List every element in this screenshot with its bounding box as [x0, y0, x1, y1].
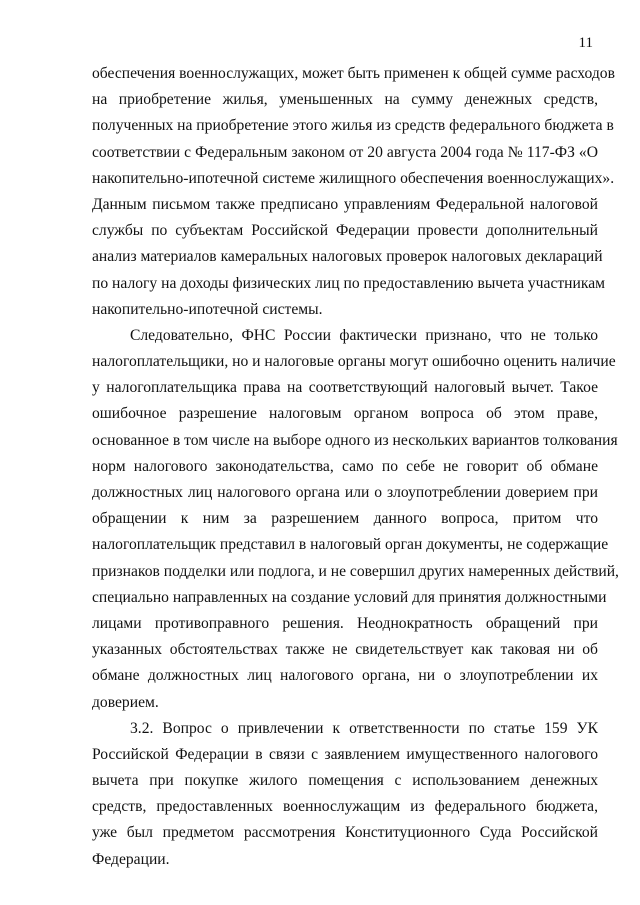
- text-line: 3.2. Вопрос о привлечении к ответственности по статье 159 УК: [130, 719, 598, 737]
- paragraph: [92, 716, 598, 873]
- text-line: лицами противоправного решения. Неоднократность обращений при: [92, 614, 598, 632]
- text-line: основанное в том числе на выборе одного из нескольких вариантов толкования: [92, 431, 618, 449]
- document-body: [92, 61, 619, 873]
- text-line: у налогоплательщика права на соответствующий налоговый вычет. Такое: [92, 379, 598, 397]
- text-line: средств, предоставленных военнослужащим из федерального бюджета,: [92, 798, 598, 816]
- text-line: Российской Федерации в связи с заявлением имущественного налогового: [92, 745, 598, 763]
- text-line: накопительно-ипотечной системе жилищного обеспечения военнослужащих».: [92, 169, 615, 187]
- text-line: вычета при покупке жилого помещения с использованием денежных: [92, 772, 598, 790]
- text-line: Данным письмом также предписано управлениям Федеральной налоговой: [92, 195, 598, 213]
- text-line: налогоплательщик представил в налоговый орган документы, не содержащие: [92, 536, 609, 554]
- text-line: накопительно-ипотечной системы.: [92, 300, 323, 318]
- text-line: по налогу на доходы физических лиц по предоставлению вычета участникам: [92, 274, 606, 292]
- text-line: Федерации.: [92, 850, 170, 868]
- text-line: норм налогового законодательства, само по себе не говорит об обмане: [92, 457, 598, 475]
- text-line: службы по субъектам Российской Федерации провести дополнительный: [92, 222, 598, 240]
- text-line: доверием.: [92, 693, 159, 711]
- text-line: специально направленных на создание условий для принятия должностными: [92, 588, 607, 606]
- text-line: Следовательно, ФНС России фактически признано, что не только: [130, 326, 598, 344]
- text-line: на приобретение жилья, уменьшенных на сумму денежных средств,: [92, 91, 598, 109]
- text-line: обеспечения военнослужащих, может быть применен к общей сумме расходов: [92, 65, 615, 82]
- paragraph: [92, 61, 615, 323]
- text-line: должностных лиц налогового органа или о злоупотреблении доверием при: [92, 484, 598, 501]
- page-number: 11: [578, 35, 593, 51]
- text-line: ошибочное разрешение налоговым органом вопроса об этом праве,: [92, 405, 598, 423]
- text-line: признаков подделки или подлога, и не совершил других намеренных действий,: [92, 562, 619, 580]
- paragraph: [92, 323, 619, 716]
- text-line: обмане должностных лиц налогового органа, ни о злоупотреблении их: [92, 667, 598, 685]
- text-line: соответствии с Федеральным законом от 20 августа 2004 года № 117-ФЗ «О: [92, 143, 598, 161]
- text-line: полученных на приобретение этого жилья из средств федерального бюджета в: [92, 117, 614, 135]
- text-line: обращении к ним за разрешением данного вопроса, притом что: [92, 510, 598, 528]
- text-line: уже был предметом рассмотрения Конституционного Суда Российской: [92, 824, 598, 842]
- text-line: налогоплательщики, но и налоговые органы могут ошибочно оценить наличие: [92, 353, 616, 371]
- text-line: указанных обстоятельствах также не свидетельствует как таковая ни об: [92, 641, 598, 659]
- text-line: анализ материалов камеральных налоговых проверок налоговых деклараций: [92, 248, 603, 266]
